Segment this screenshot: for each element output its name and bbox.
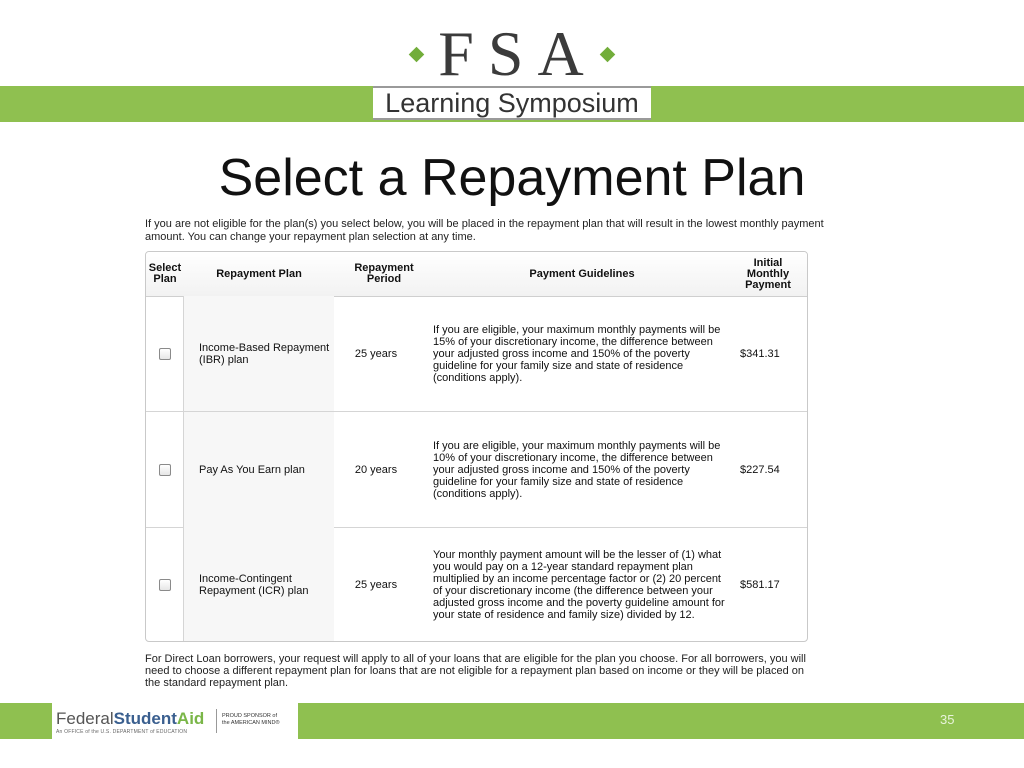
repayment-plan-table: [145, 251, 808, 642]
learning-symposium-label: Learning Symposium: [373, 86, 651, 120]
header-repayment-period: Repayment Period: [354, 262, 414, 285]
initial-payment: $227.54: [740, 463, 780, 476]
fsa-logo-text: FSA: [438, 18, 598, 89]
repayment-period: 25 years: [354, 347, 398, 360]
repayment-period: 25 years: [354, 578, 398, 591]
table-header: [146, 252, 807, 297]
intro-text: If you are not eligible for the plan(s) you select below, you will be placed in the repayment plan that will result in the lowest monthly payment amount. You can change your repayment plan selection at any time.: [145, 218, 824, 243]
fsa-federal-text: Federal: [56, 709, 114, 728]
header-initial-monthly-payment: Initial Monthly Payment: [745, 256, 791, 291]
header-select-plan: Select Plan: [148, 262, 182, 285]
header-repayment-plan: Repayment Plan: [216, 267, 302, 280]
proud-sponsor-text: PROUD SPONSOR of the AMERICAN MIND®: [222, 713, 280, 726]
fsa-office-text: An OFFICE of the U.S. DEPARTMENT of EDUCATION: [56, 729, 188, 735]
fsa-wordmark: [56, 709, 204, 729]
plan-checkbox-ibr[interactable]: [159, 348, 171, 360]
initial-payment: $581.17: [740, 578, 780, 591]
diamond-icon: [409, 46, 425, 62]
federal-student-aid-logo: [52, 703, 298, 739]
initial-payment: $341.31: [740, 347, 780, 360]
plan-name: Income-Contingent Repayment (ICR) plan: [184, 527, 334, 642]
fsa-aid-text: Aid: [176, 709, 205, 728]
plan-checkbox-icr[interactable]: [159, 579, 171, 591]
table-row: [146, 296, 807, 412]
page-number: 35: [940, 712, 955, 727]
repayment-period: 20 years: [354, 463, 398, 476]
select-cell: [146, 296, 184, 411]
select-cell: [146, 412, 184, 527]
fsa-student-text: Student: [113, 709, 177, 728]
logo-divider: [216, 709, 217, 733]
payment-guidelines: If you are eligible, your maximum monthly payments will be 15% of your discretionary income, the difference between your adjusted gross income and 150% of the poverty guideline for your family size and state of residence (conditions apply).: [433, 323, 721, 384]
footnote-text: For Direct Loan borrowers, your request will apply to all of your loans that are eligible for the plan you choose. For all borrowers, you will need to choose a different repayment plan for loans that are not eligible for a repayment plan based on income or they will be placed on the standard repayment plan.: [145, 653, 806, 689]
table-row: [146, 412, 807, 528]
header-payment-guidelines: Payment Guidelines: [529, 267, 635, 280]
payment-guidelines: If you are eligible, your maximum monthly payments will be 10% of your discretionary income, the difference between your adjusted gross income and 150% of the poverty guideline for your family size and state of residence (conditions apply).: [433, 439, 721, 500]
slide-title: Select a Repayment Plan: [218, 149, 806, 207]
payment-guidelines: Your monthly payment amount will be the lesser of (1) what you would pay on a 12-year standard repayment plan multiplied by an income percentage factor or (2) 20 percent of your discretionary income (the difference between your adjusted gross income and the poverty guideline amount for your state of residence and family size) divided by 12.: [433, 548, 725, 621]
plan-checkbox-paye[interactable]: [159, 464, 171, 476]
select-cell: [146, 527, 184, 642]
diamond-icon: [599, 46, 615, 62]
table-row: [146, 527, 807, 642]
plan-name: Income-Based Repayment (IBR) plan: [184, 296, 334, 411]
fsa-symposium-logo: [373, 18, 651, 120]
plan-name: Pay As You Earn plan: [184, 412, 334, 527]
fsa-logo-letters: [373, 18, 651, 89]
